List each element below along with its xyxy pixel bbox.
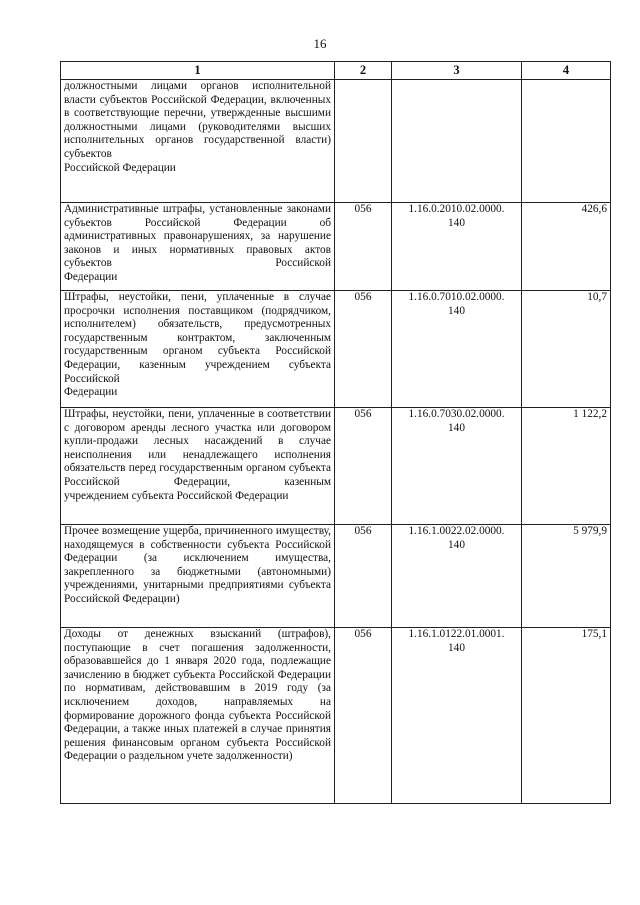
row-description xyxy=(61,525,335,628)
row-description xyxy=(61,203,335,291)
description-text: Административные штрафы, установленные законами субъектов Российской Федерации об административных правонарушениях, за нарушение законов и иных нормативных правовых актов субъектов Российской xyxy=(64,203,331,270)
column-header-3: 3 xyxy=(392,62,522,80)
row-admin-code: 056 xyxy=(335,203,392,291)
row-admin-code xyxy=(335,80,392,203)
row-kbk-code xyxy=(392,628,522,804)
kbk-line-2: 140 xyxy=(448,216,465,229)
description-text: Прочее возмещение ущерба, причиненного имуществу, находящемуся в собственности субъекта Российской Федерации (за исключением имущества, закрепленного за бюджетными (автономными) учреждениями, унитарными предприятиями субъекта xyxy=(64,525,331,592)
description-last-line: Федерации xyxy=(64,270,118,283)
kbk-line-2: 140 xyxy=(448,304,465,317)
description-last-line: учреждением субъекта Российской Федерации xyxy=(64,489,289,502)
row-description xyxy=(61,80,335,203)
description-last-line: Федерации xyxy=(64,386,118,399)
row-kbk-code xyxy=(392,80,522,203)
kbk-line-2: 140 xyxy=(448,641,465,654)
description-last-line: Российской Федерации xyxy=(64,161,176,174)
description-text: Штрафы, неустойки, пени, уплаченные в случае просрочки исполнения поставщиком (подрядчиком, исполнителем) обязательств, предусмотренных государственным контрактом, заключенным государственным органом субъекта Российской Федерации, казенным учреждением субъекта Российской xyxy=(64,291,331,385)
row-description xyxy=(61,291,335,408)
description-last-line: Федерации о раздельном учете задолженности) xyxy=(64,750,293,763)
row-admin-code: 056 xyxy=(335,291,392,408)
row-amount: 1 122,2 xyxy=(522,408,611,525)
kbk-line-1: 1.16.0.7010.02.0000. xyxy=(408,291,505,303)
row-admin-code: 056 xyxy=(335,525,392,628)
description-text: Штрафы, неустойки, пени, уплаченные в соответствии с договором аренды лесного участка или договором купли-продажи лесных насаждений в случае неисполнения или ненадлежащего исполнения обязательств перед государственным органом субъекта Российской Федерации, казенным xyxy=(64,408,331,488)
table-row xyxy=(61,408,611,525)
kbk-line-1: 1.16.0.2010.02.0000. xyxy=(408,203,505,215)
table-row xyxy=(61,80,611,203)
row-amount: 426,6 xyxy=(522,203,611,291)
table-header-row xyxy=(61,62,611,80)
row-amount xyxy=(522,80,611,203)
description-text: должностными лицами органов исполнительной власти субъектов Российской Федерации, включенных в соответствующие перечни, утвержденные высшими должностными лицами (руководителями высших исполнительных органов государственной власти) субъектов xyxy=(64,80,331,160)
kbk-line-1: 1.16.1.0022.02.0000. xyxy=(408,525,505,537)
description-last-line: Российской Федерации) xyxy=(64,592,180,605)
kbk-line-2: 140 xyxy=(448,421,465,434)
kbk-line-1: 1.16.1.0122.01.0001. xyxy=(408,628,505,640)
row-amount: 5 979,9 xyxy=(522,525,611,628)
row-amount: 175,1 xyxy=(522,628,611,804)
page-number: 16 xyxy=(313,36,327,51)
kbk-line-2: 140 xyxy=(448,538,465,551)
column-header-2: 2 xyxy=(335,62,392,80)
column-header-1: 1 xyxy=(61,62,335,80)
row-admin-code: 056 xyxy=(335,408,392,525)
row-admin-code: 056 xyxy=(335,628,392,804)
column-header-4: 4 xyxy=(522,62,611,80)
row-description xyxy=(61,408,335,525)
row-kbk-code xyxy=(392,408,522,525)
table-row xyxy=(61,291,611,408)
description-text: Доходы от денежных взысканий (штрафов), поступающие в счет погашения задолженности, образовавшейся до 1 января 2020 года, подлежащие зачислению в бюджет субъекта Российской Федерации по нормативам, действовавшим в 2019 году (за исключением доходов, направляемых на формирование дорожного фонда субъекта Российской Федерации, а также иных платежей в случае принятия решения финансовым органом субъекта Российской xyxy=(64,628,331,749)
row-amount: 10,7 xyxy=(522,291,611,408)
row-kbk-code xyxy=(392,525,522,628)
table-row xyxy=(61,628,611,804)
budget-table xyxy=(60,61,611,804)
table-row xyxy=(61,203,611,291)
table-row xyxy=(61,525,611,628)
kbk-line-1: 1.16.0.7030.02.0000. xyxy=(408,408,505,420)
row-description xyxy=(61,628,335,804)
row-kbk-code xyxy=(392,291,522,408)
row-kbk-code xyxy=(392,203,522,291)
